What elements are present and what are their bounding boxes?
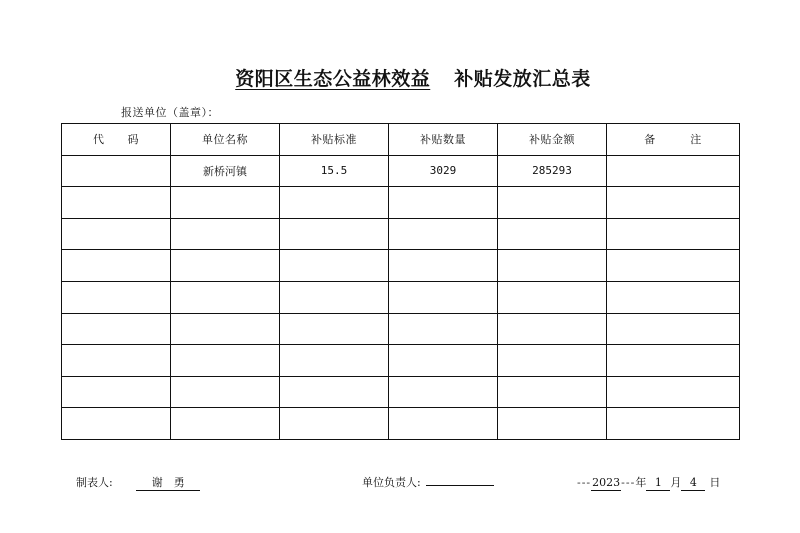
cell-unit-name (171, 376, 280, 408)
cell-subsidy-amount (498, 281, 607, 313)
cell-code (62, 376, 171, 408)
cell-subsidy-amount (498, 345, 607, 377)
date-month: 1 (646, 476, 670, 491)
cell-subsidy-amount (498, 376, 607, 408)
date-year: 2023 (592, 476, 621, 489)
cell-subsidy-standard (280, 313, 389, 345)
cell-subsidy-quantity (389, 250, 498, 282)
header-remarks: 备 注 (607, 124, 740, 156)
cell-remarks (607, 408, 740, 440)
cell-subsidy-amount: 285293 (498, 155, 607, 187)
table-row (62, 218, 740, 250)
cell-unit-name (171, 250, 280, 282)
table-row (62, 250, 740, 282)
cell-subsidy-quantity (389, 408, 498, 440)
cell-unit-name: 新桥河镇 (171, 155, 280, 187)
table-row (62, 155, 740, 187)
cell-remarks (607, 250, 740, 282)
reporting-unit-label: 报送单位（盖章）： (121, 106, 219, 119)
table-row (62, 345, 740, 377)
cell-code (62, 155, 171, 187)
cell-unit-name (171, 218, 280, 250)
cell-subsidy-standard (280, 376, 389, 408)
cell-remarks (607, 281, 740, 313)
cell-unit-name (171, 313, 280, 345)
cell-subsidy-quantity (389, 376, 498, 408)
cell-unit-name (171, 281, 280, 313)
cell-subsidy-quantity (389, 313, 498, 345)
title-rest: 补贴发放汇总表 (454, 68, 591, 90)
cell-subsidy-amount (498, 408, 607, 440)
cell-subsidy-standard: 15.5 (280, 155, 389, 187)
date-day: 4 (681, 476, 705, 491)
cell-subsidy-quantity (389, 281, 498, 313)
cell-subsidy-quantity (389, 345, 498, 377)
date-year-label: 年 (635, 476, 647, 489)
table-row (62, 313, 740, 345)
header-code: 代 码 (62, 124, 171, 156)
table-row (62, 281, 740, 313)
date-mid-dashes: --- (621, 476, 636, 489)
cell-unit-name (171, 187, 280, 219)
table-row (62, 187, 740, 219)
title-underlined-part: 资阳区生态公益林效益 (235, 68, 431, 90)
report-date (577, 474, 720, 491)
table-header-row (62, 124, 740, 156)
table-row (62, 408, 740, 440)
date-prefix-dashes: --- (577, 476, 592, 489)
cell-remarks (607, 187, 740, 219)
cell-remarks (607, 218, 740, 250)
preparer-label: 制表人: (76, 476, 113, 489)
cell-subsidy-amount (498, 218, 607, 250)
cell-code (62, 218, 171, 250)
cell-subsidy-standard (280, 408, 389, 440)
supervisor-label: 单位负责人: (362, 476, 421, 489)
cell-subsidy-quantity: 3029 (389, 155, 498, 187)
cell-subsidy-amount (498, 250, 607, 282)
cell-subsidy-standard (280, 281, 389, 313)
supervisor (362, 474, 494, 490)
cell-subsidy-amount (498, 187, 607, 219)
page-title (0, 64, 800, 91)
cell-code (62, 408, 171, 440)
cell-unit-name (171, 408, 280, 440)
table-row (62, 376, 740, 408)
header-subsidy-quantity: 补贴数量 (389, 124, 498, 156)
preparer (76, 474, 200, 491)
subsidy-summary-table (61, 123, 740, 440)
header-subsidy-amount: 补贴金额 (498, 124, 607, 156)
footer (0, 474, 800, 494)
cell-unit-name (171, 345, 280, 377)
date-day-label: 日 (709, 476, 721, 489)
cell-remarks (607, 376, 740, 408)
preparer-name: 谢 勇 (136, 476, 200, 491)
cell-code (62, 281, 171, 313)
cell-remarks (607, 155, 740, 187)
header-subsidy-standard: 补贴标准 (280, 124, 389, 156)
cell-remarks (607, 345, 740, 377)
date-month-label: 月 (670, 476, 682, 489)
cell-subsidy-quantity (389, 218, 498, 250)
supervisor-name (426, 485, 494, 486)
cell-subsidy-standard (280, 345, 389, 377)
cell-subsidy-quantity (389, 187, 498, 219)
cell-code (62, 250, 171, 282)
cell-subsidy-standard (280, 250, 389, 282)
cell-code (62, 313, 171, 345)
cell-code (62, 187, 171, 219)
cell-subsidy-amount (498, 313, 607, 345)
header-unit-name: 单位名称 (171, 124, 280, 156)
cell-code (62, 345, 171, 377)
cell-subsidy-standard (280, 218, 389, 250)
cell-subsidy-standard (280, 187, 389, 219)
cell-remarks (607, 313, 740, 345)
